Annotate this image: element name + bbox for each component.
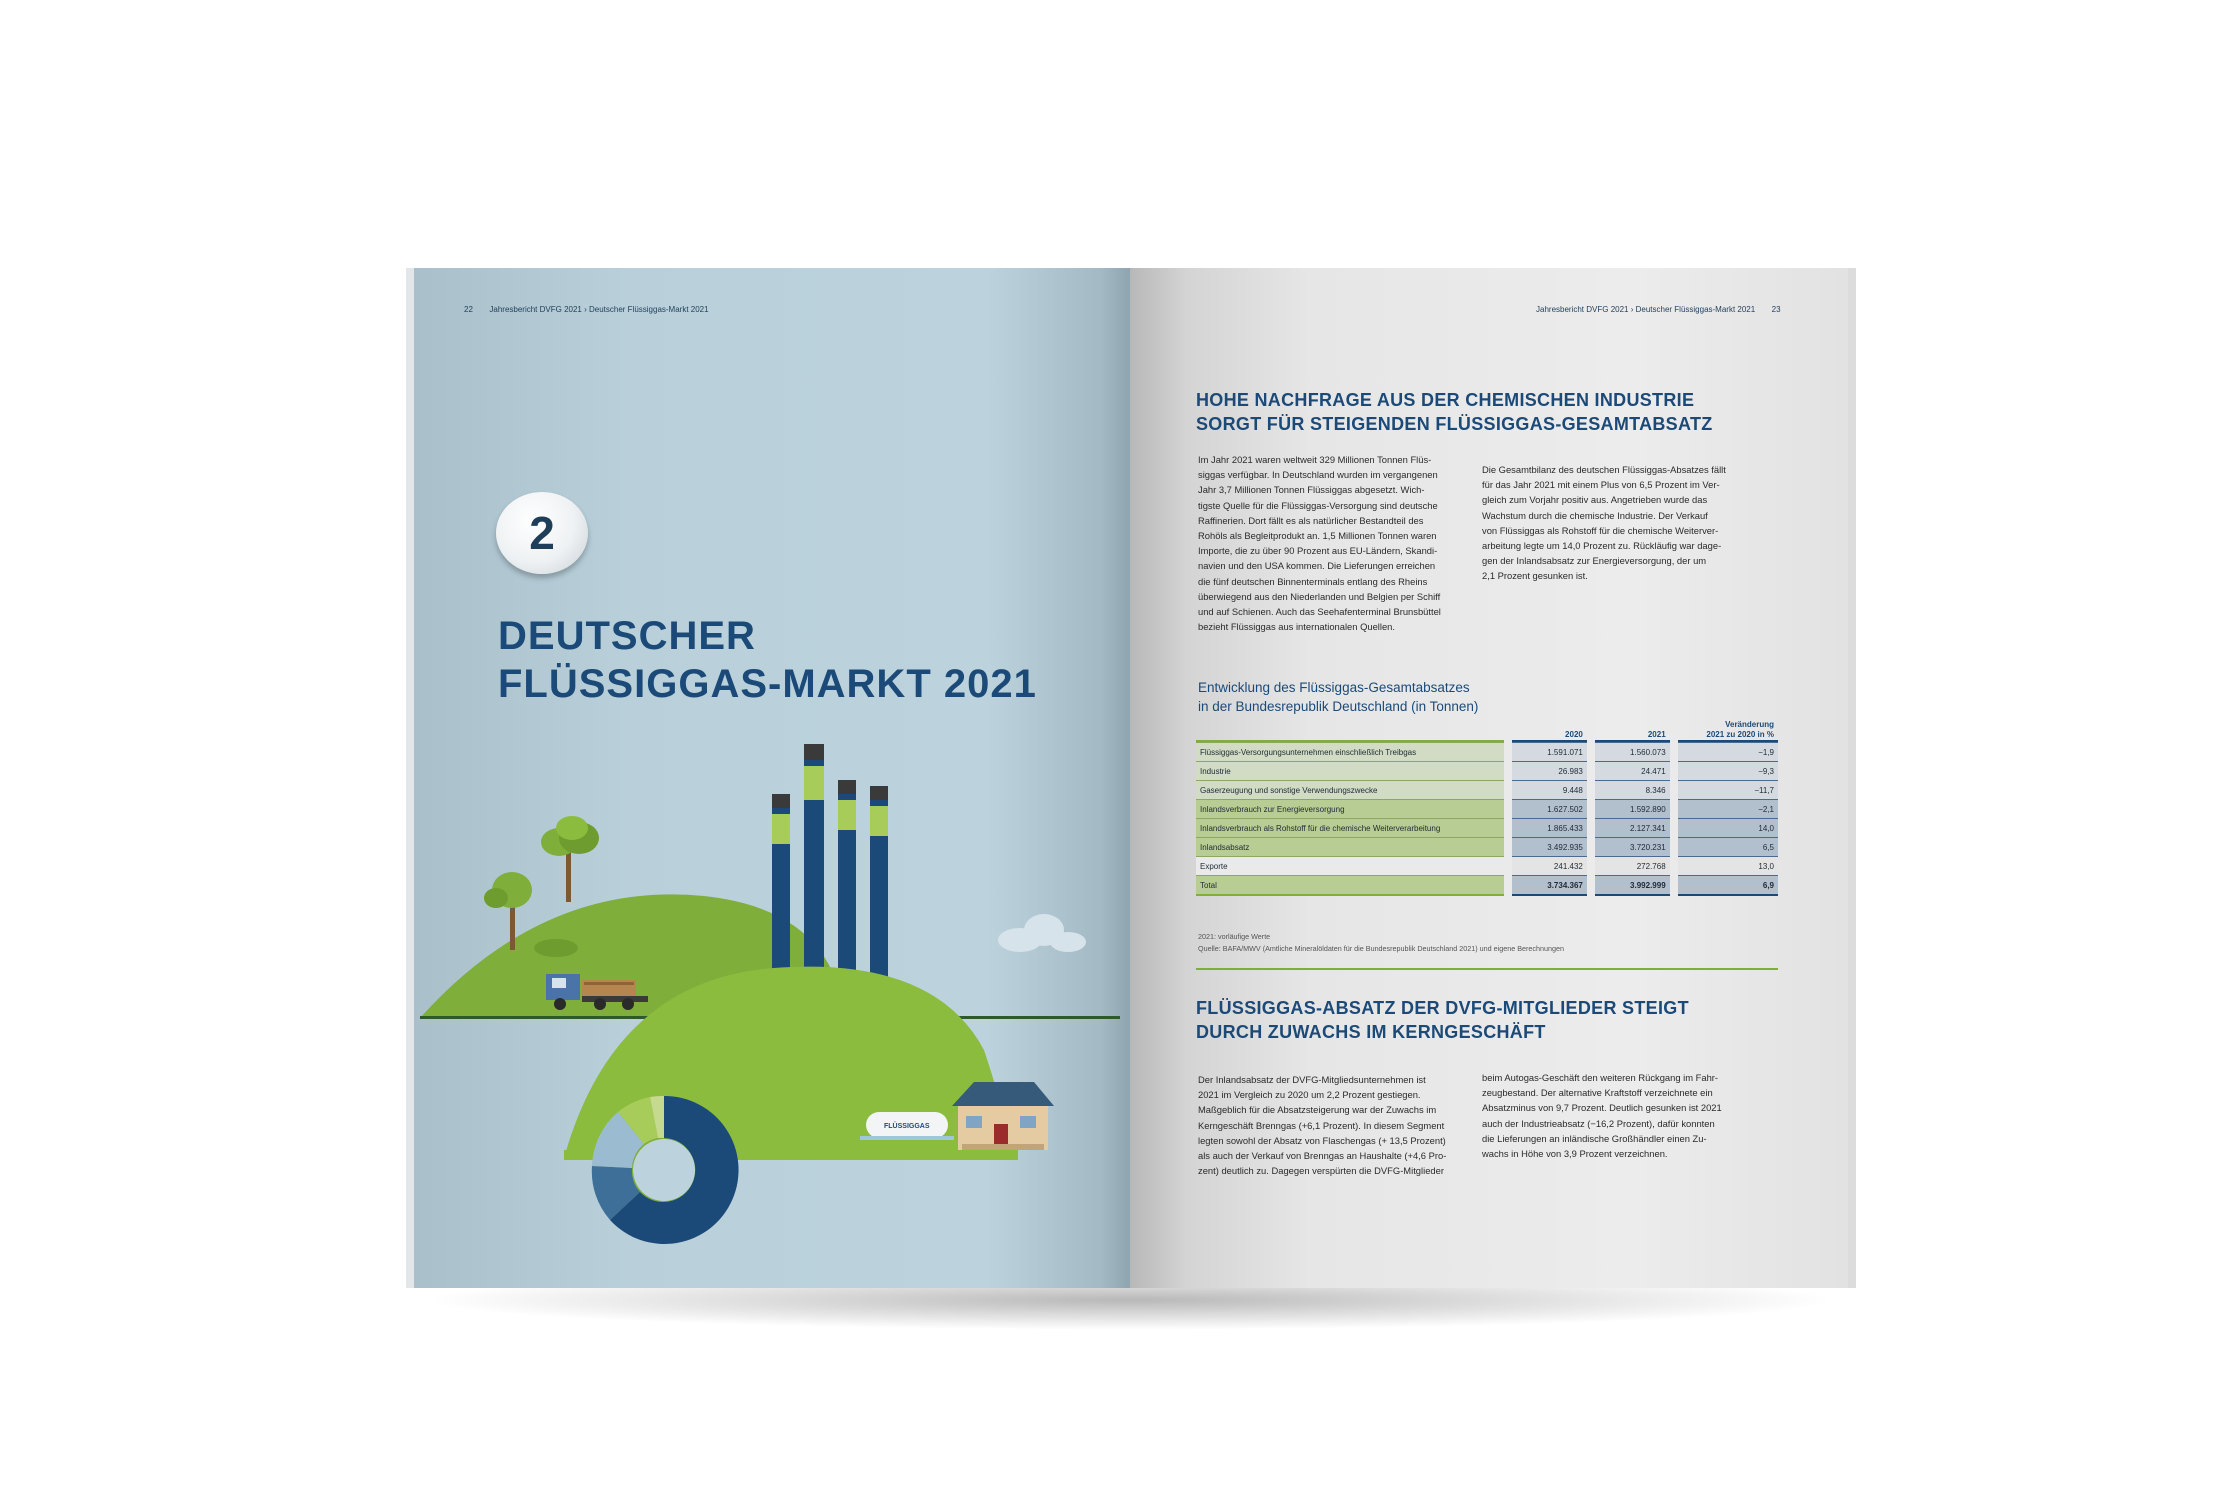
section2-column-1 xyxy=(1198,1072,1466,1178)
cell-2020: 9.448 xyxy=(1512,780,1587,799)
table-header-label xyxy=(1196,720,1504,742)
chapter-title-line2: FLÜSSIGGAS-MARKT 2021 xyxy=(498,662,1037,706)
text-line: gen der Inlandsabsatz zur Energieversorgung, der um xyxy=(1482,555,1707,567)
cell-2020: 26.983 xyxy=(1512,761,1587,780)
sales-table xyxy=(1196,720,1778,896)
text-line: für das Jahr 2021 mit einem Plus von 6,5 Prozent im Ver- xyxy=(1482,479,1720,491)
row-label: Inlandsverbrauch zur Energieversorgung xyxy=(1196,799,1504,818)
cell-2021: 3.720.231 xyxy=(1595,837,1670,856)
text-line: Die Gesamtbilanz des deutschen Flüssiggas-Absatzes fällt xyxy=(1482,464,1726,475)
text-line: Raffinerien. Dort fällt es als natürlicher Bestandteil des xyxy=(1198,514,1424,526)
donut-chart-icon xyxy=(592,1096,739,1244)
cell-change: −1,9 xyxy=(1678,742,1778,761)
cell-2020: 241.432 xyxy=(1512,856,1587,875)
section2-column-2 xyxy=(1482,1070,1782,1161)
table-title xyxy=(1198,678,1478,716)
table-row xyxy=(1196,780,1778,799)
section2-heading-line2: DURCH ZUWACHS IM KERNGESCHÄFT xyxy=(1196,1022,1546,1042)
table-footnote-source: Quelle: BAFA/MWV (Amtliche Mineralöldaten für die Bundesrepublik Deutschland 2021) und eigene Berechnungen xyxy=(1198,944,1564,953)
text-line: Importe, die zu über 90 Prozent aus EU-Ländern, Skandi- xyxy=(1198,545,1438,557)
text-line: als auch der Verkauf von Brenngas an Haushalte (+4,6 Pro- xyxy=(1198,1150,1447,1162)
house-icon xyxy=(952,1082,1054,1150)
section2-heading xyxy=(1196,996,1716,1044)
right-running-head xyxy=(1536,305,1781,314)
table-header-2020: 2020 xyxy=(1512,720,1587,742)
section2-heading-line1: FLÜSSIGGAS-ABSATZ DER DVFG-MITGLIEDER STEIGT xyxy=(1196,998,1689,1018)
cell-2020: 3.492.935 xyxy=(1512,837,1587,856)
cell-change: −11,7 xyxy=(1678,780,1778,799)
left-running-head xyxy=(464,305,709,314)
table-row xyxy=(1196,856,1778,875)
text-line: die Lieferungen an inländische Großhändler einen Zu- xyxy=(1482,1132,1707,1144)
text-line: beim Autogas-Geschäft den weiteren Rückgang im Fahr- xyxy=(1482,1072,1719,1083)
chapter-number-badge xyxy=(496,492,588,574)
text-line: Rohöls als Begleitprodukt an. 1,5 Millionen Tonnen waren xyxy=(1198,530,1437,542)
market-illustration xyxy=(414,730,1128,1270)
cell-2021: 2.127.341 xyxy=(1595,818,1670,837)
text-line: tigste Quelle für die Flüssiggas-Versorgung sind deutsche xyxy=(1198,499,1438,511)
text-line: siggas verfügbar. In Deutschland wurden im vergangenen xyxy=(1198,469,1438,481)
tank-label: FLÜSSIGGAS xyxy=(884,1123,930,1130)
row-label: Flüssiggas-Versorgungsunternehmen einschließlich Treibgas xyxy=(1196,742,1504,761)
cell-2021: 3.992.999 xyxy=(1595,875,1670,896)
table-title-line2: in der Bundesrepublik Deutschland (in Tonnen) xyxy=(1198,699,1479,714)
row-label: Total xyxy=(1196,875,1504,896)
text-line: die fünf deutschen Binnenterminals entlang des Rheins xyxy=(1198,575,1428,587)
cell-2020: 1.865.433 xyxy=(1512,818,1587,837)
text-line: gleich zum Vorjahr positiv aus. Angetrieben wurde das xyxy=(1482,494,1708,506)
text-line: zent) deutlich zu. Dagegen verspürten die DVFG-Mitglieder xyxy=(1198,1165,1444,1177)
left-running-head-title: Jahresbericht DVFG 2021 › Deutscher Flüssiggas-Markt 2021 xyxy=(489,305,709,314)
tree-icon xyxy=(541,816,599,902)
text-line: Jahr 3,7 Millionen Tonnen Flüssiggas abgesetzt. Wich- xyxy=(1198,484,1425,496)
text-line: und auf Schienen. Auch das Seehafenterminal Brunsbüttel xyxy=(1198,606,1441,618)
cell-2021: 24.471 xyxy=(1595,761,1670,780)
cell-change: −9,3 xyxy=(1678,761,1778,780)
cell-change: −2,1 xyxy=(1678,799,1778,818)
chapter-number: 2 xyxy=(529,507,555,559)
section-divider xyxy=(1196,968,1778,970)
text-line: 2021 im Vergleich zu 2020 um 2,2 Prozent gestiegen. xyxy=(1198,1089,1421,1101)
table-footnote-1: 2021: vorläufige Werte xyxy=(1198,932,1271,941)
row-label: Inlandsverbrauch als Rohstoff für die chemische Weiterverarbeitung xyxy=(1196,818,1504,837)
section1-heading-line2: SORGT FÜR STEIGENDEN FLÜSSIGGAS-GESAMTABSATZ xyxy=(1196,414,1713,434)
table-row xyxy=(1196,761,1778,780)
cloud-icon xyxy=(998,914,1086,952)
text-line: von Flüssiggas als Rohstoff für die chemische Weiterver- xyxy=(1482,524,1719,536)
page-number-right: 23 xyxy=(1771,305,1781,314)
cell-2020: 1.627.502 xyxy=(1512,799,1587,818)
gas-tank-icon xyxy=(860,1112,954,1140)
text-line: legten sowohl der Absatz von Flaschengas (+ 13,5 Prozent) xyxy=(1198,1134,1446,1146)
change-header-line2: 2021 zu 2020 in % xyxy=(1706,730,1774,739)
text-line: auch der Industrieabsatz (−16,2 Prozent), dafür konnten xyxy=(1482,1117,1715,1129)
table-header-2021: 2021 xyxy=(1595,720,1670,742)
cell-change: 13,0 xyxy=(1678,856,1778,875)
chapter-title-line1: DEUTSCHER xyxy=(498,614,756,658)
page-number-left: 22 xyxy=(464,305,473,314)
row-label: Exporte xyxy=(1196,856,1504,875)
table-header-row xyxy=(1196,720,1778,742)
bush-icon xyxy=(534,939,578,957)
cell-2020: 3.734.367 xyxy=(1512,875,1587,896)
section1-column-1 xyxy=(1198,452,1466,634)
table-row xyxy=(1196,818,1778,837)
text-line: arbeitung legte um 14,0 Prozent zu. Rückläufig war dage- xyxy=(1482,540,1722,552)
table-header-change xyxy=(1678,720,1778,742)
text-line: Wachstum durch die chemische Industrie. Der Verkauf xyxy=(1482,509,1708,521)
right-running-head-title: Jahresbericht DVFG 2021 › Deutscher Flüssiggas-Markt 2021 xyxy=(1536,305,1756,314)
text-line: überwiegend aus den Niederlanden und Belgien per Schiff xyxy=(1198,590,1441,602)
cell-change: 14,0 xyxy=(1678,818,1778,837)
chapter-title xyxy=(498,612,1058,708)
cell-2020: 1.591.071 xyxy=(1512,742,1587,761)
text-line: 2,1 Prozent gesunken ist. xyxy=(1482,570,1588,582)
table-title-line1: Entwicklung des Flüssiggas-Gesamtabsatzes xyxy=(1198,680,1470,695)
cell-change: 6,5 xyxy=(1678,837,1778,856)
section1-column-2 xyxy=(1482,462,1782,584)
text-line: zeugbestand. Der alternative Kraftstoff verzeichnete ein xyxy=(1482,1087,1713,1099)
cell-change: 6,9 xyxy=(1678,875,1778,896)
text-line: bezieht Flüssiggas aus internationalen Quellen. xyxy=(1198,621,1395,633)
text-line: wachs in Höhe von 3,9 Prozent verzeichnen. xyxy=(1482,1148,1668,1160)
row-label: Gaserzeugung und sonstige Verwendungszwecke xyxy=(1196,780,1504,799)
section1-heading-line1: HOHE NACHFRAGE AUS DER CHEMISCHEN INDUSTRIE xyxy=(1196,390,1695,410)
section1-heading xyxy=(1196,388,1716,436)
text-line: Kerngeschäft Brenngas (+6,1 Prozent). In diesem Segment xyxy=(1198,1119,1445,1131)
table-row xyxy=(1196,837,1778,856)
row-label: Industrie xyxy=(1196,761,1504,780)
text-line: Der Inlandsabsatz der DVFG-Mitgliedsunternehmen ist xyxy=(1198,1074,1426,1085)
cell-2021: 1.560.073 xyxy=(1595,742,1670,761)
table-row xyxy=(1196,799,1778,818)
text-line: Im Jahr 2021 waren weltweit 329 Millionen Tonnen Flüs- xyxy=(1198,454,1432,465)
table-row xyxy=(1196,742,1778,761)
cell-2021: 1.592.890 xyxy=(1595,799,1670,818)
text-line: Maßgeblich für die Absatzsteigerung war der Zuwachs im xyxy=(1198,1104,1437,1116)
text-line: Absatzminus von 9,7 Prozent. Deutlich gesunken ist 2021 xyxy=(1482,1102,1722,1114)
table-row-total xyxy=(1196,875,1778,896)
row-label: Inlandsabsatz xyxy=(1196,837,1504,856)
cell-2021: 272.768 xyxy=(1595,856,1670,875)
text-line: navien und den USA kommen. Die Lieferungen erreichen xyxy=(1198,560,1436,572)
cell-2021: 8.346 xyxy=(1595,780,1670,799)
change-header-line1: Veränderung xyxy=(1725,720,1774,729)
